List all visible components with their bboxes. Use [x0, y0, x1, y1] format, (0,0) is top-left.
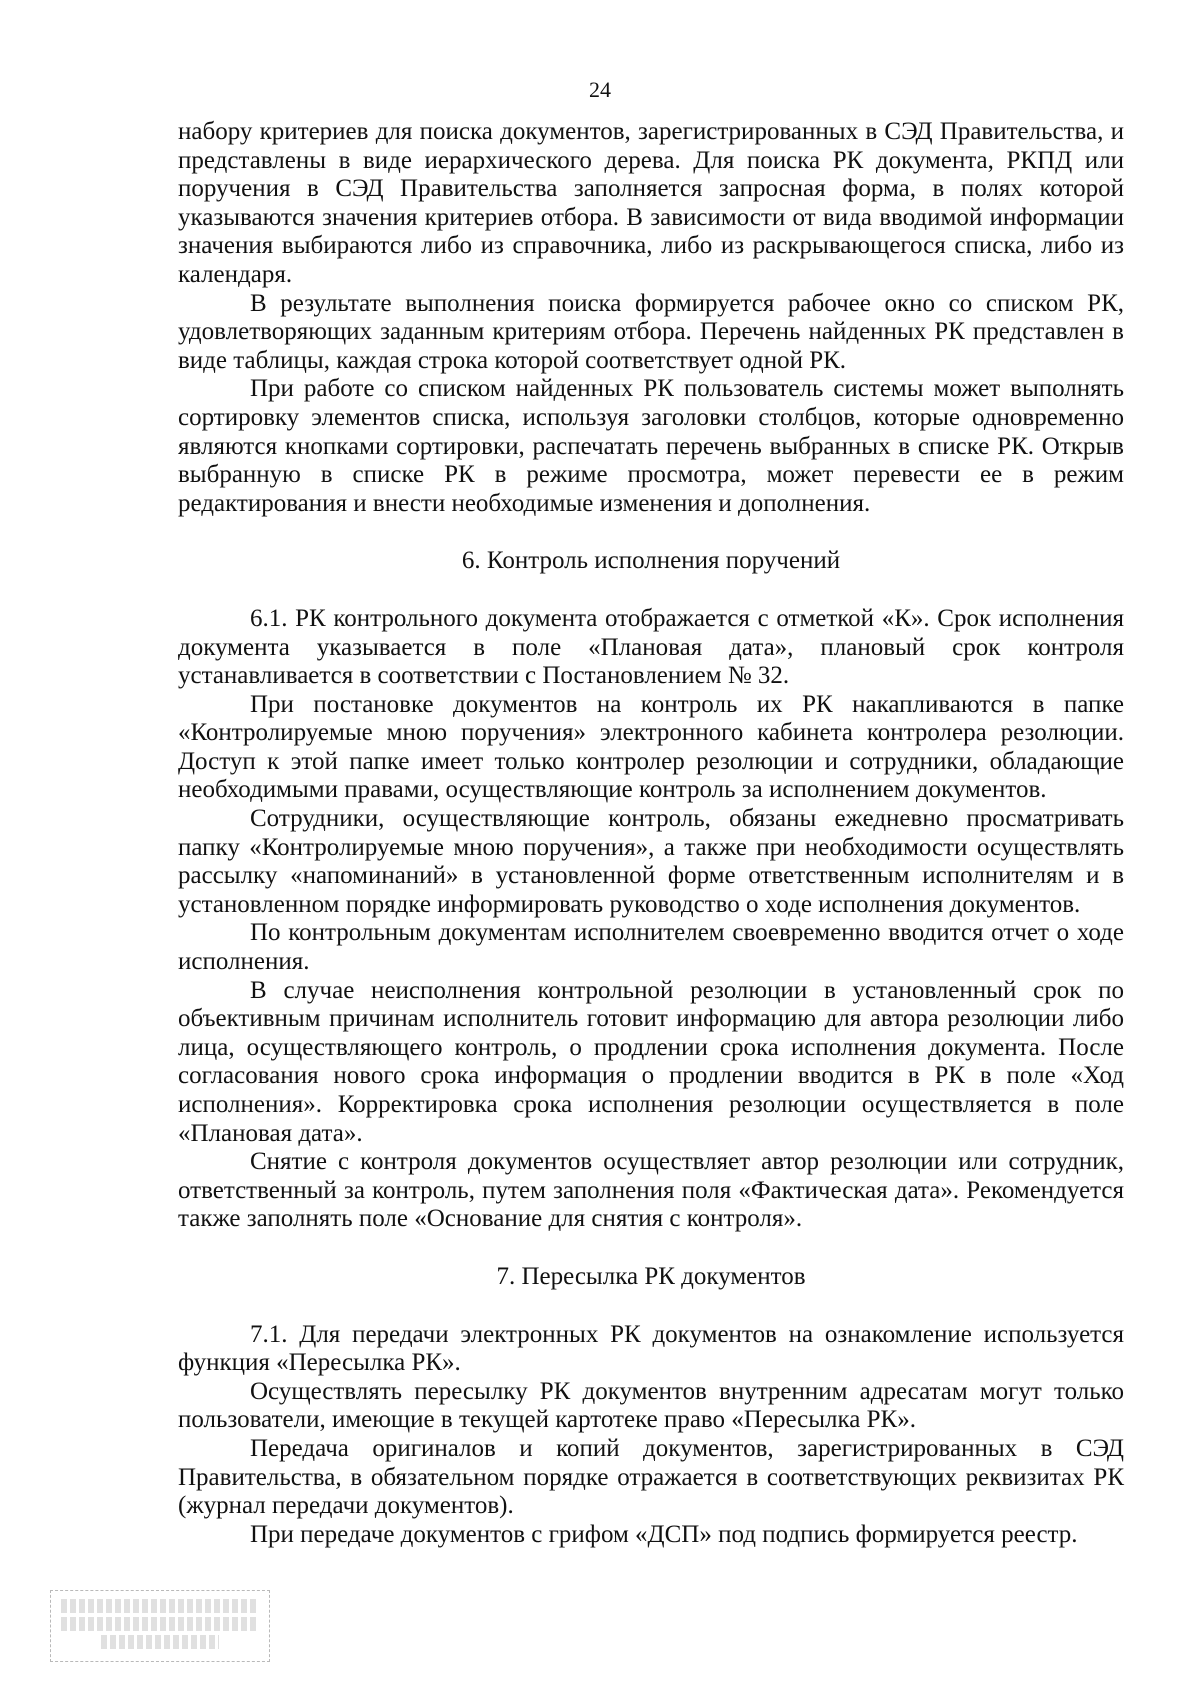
document-body [178, 118, 1124, 1549]
paragraph-7-2: Осуществлять пересылку РК документов внутренним адресатам могут только пользователи, имеющие в текущей картотеке право «Пересылка РК». [178, 1377, 1124, 1434]
spacer [178, 518, 1124, 547]
stamp-line [61, 1617, 259, 1631]
paragraph-7-3: Передача оригиналов и копий документов, зарегистрированных в СЭД Правительства, в обязательном порядке отражается в соответствующих реквизитах РК (журнал передачи документов). [178, 1434, 1124, 1520]
spacer [178, 576, 1124, 605]
paragraph-6-1: 6.1. РК контрольного документа отображается с отметкой «К». Срок исполнения документа указывается в поле «Плановая дата», плановый срок контроля устанавливается в соответствии с Постановлением № 32. [178, 604, 1124, 690]
paragraph-7-1: 7.1. Для передачи электронных РК документов на ознакомление используется функция «Пересылка РК». [178, 1320, 1124, 1377]
stamp-line [101, 1635, 220, 1649]
paragraph-search-result: В результате выполнения поиска формируется рабочее окно со списком РК, удовлетворяющих заданным критериям отбора. Перечень найденных РК представлен в виде таблицы, каждая строка которой соответствует одной РК. [178, 289, 1124, 374]
spacer [178, 1234, 1124, 1263]
section-heading-forwarding: 7. Пересылка РК документов [496, 1262, 806, 1290]
paragraph-6-3: Сотрудники, осуществляющие контроль, обязаны ежедневно просматривать папку «Контролируемые мною поручения», а также при необходимости осуществлять рассылку «напоминаний» в установленной форме ответственным исполнителям и в установленном порядке информировать руководство о ходе исполнения документов. [178, 805, 1124, 918]
faded-stamp-image [50, 1590, 270, 1662]
paragraph-list-work: При работе со списком найденных РК пользователь системы может выполнять сортировку элементов списка, используя заголовки столбцов, которые одновременно являются кнопками сортировки, распечатать перечень выбранных в списке РК. Открыв выбранную в списке РК в режиме просмотра, может перевести ее в режим редактирования и внести необходимые изменения и дополнения. [178, 375, 1124, 517]
paragraph-6-6: Снятие с контроля документов осуществляет автор резолюции или сотрудник, ответственный за контроль, путем заполнения поля «Фактическая дата». Рекомендуется также заполнять поле «Основание для снятия с контроля». [178, 1148, 1124, 1233]
paragraph-search-criteria: набору критериев для поиска документов, зарегистрированных в СЭД Правительства, и представлены в виде иерархического дерева. Для поиска РК документа, РКПД или поручения в СЭД Правительства заполняется запросная форма, в полях которой указываются значения критериев отбора. В зависимости от вида вводимой информации значения выбираются либо из справочника, либо из раскрывающегося списка, либо из календаря. [178, 118, 1124, 288]
paragraph-6-4: По контрольным документам исполнителем своевременно вводится отчет о ходе исполнения. [178, 919, 1124, 976]
paragraph-6-5: В случае неисполнения контрольной резолюции в установленный срок по объективным причинам исполнитель готовит информацию для автора резолюции либо лица, осуществляющего контроль, о продлении срока исполнения документа. После согласования нового срока информация о продлении вводится в РК в поле «Ход исполнения». Корректировка срока исполнения резолюции осуществляется в поле «Плановая дата». [178, 976, 1124, 1147]
stamp-line [61, 1599, 259, 1613]
spacer [178, 1292, 1124, 1321]
page-number: 24 [589, 77, 611, 102]
section-heading-control: 6. Контроль исполнения поручений [461, 547, 841, 575]
paragraph-7-4: При передаче документов с грифом «ДСП» под подпись формируется реестр. [250, 1520, 1078, 1548]
paragraph-6-2: При постановке документов на контроль их РК накапливаются в папке «Контролируемые мною поручения» электронного кабинета контролера резолюции. Доступ к этой папке имеет только контролер резолюции и сотрудники, обладающие необходимыми правами, осуществляющие контроль за исполнением документов. [178, 690, 1124, 804]
